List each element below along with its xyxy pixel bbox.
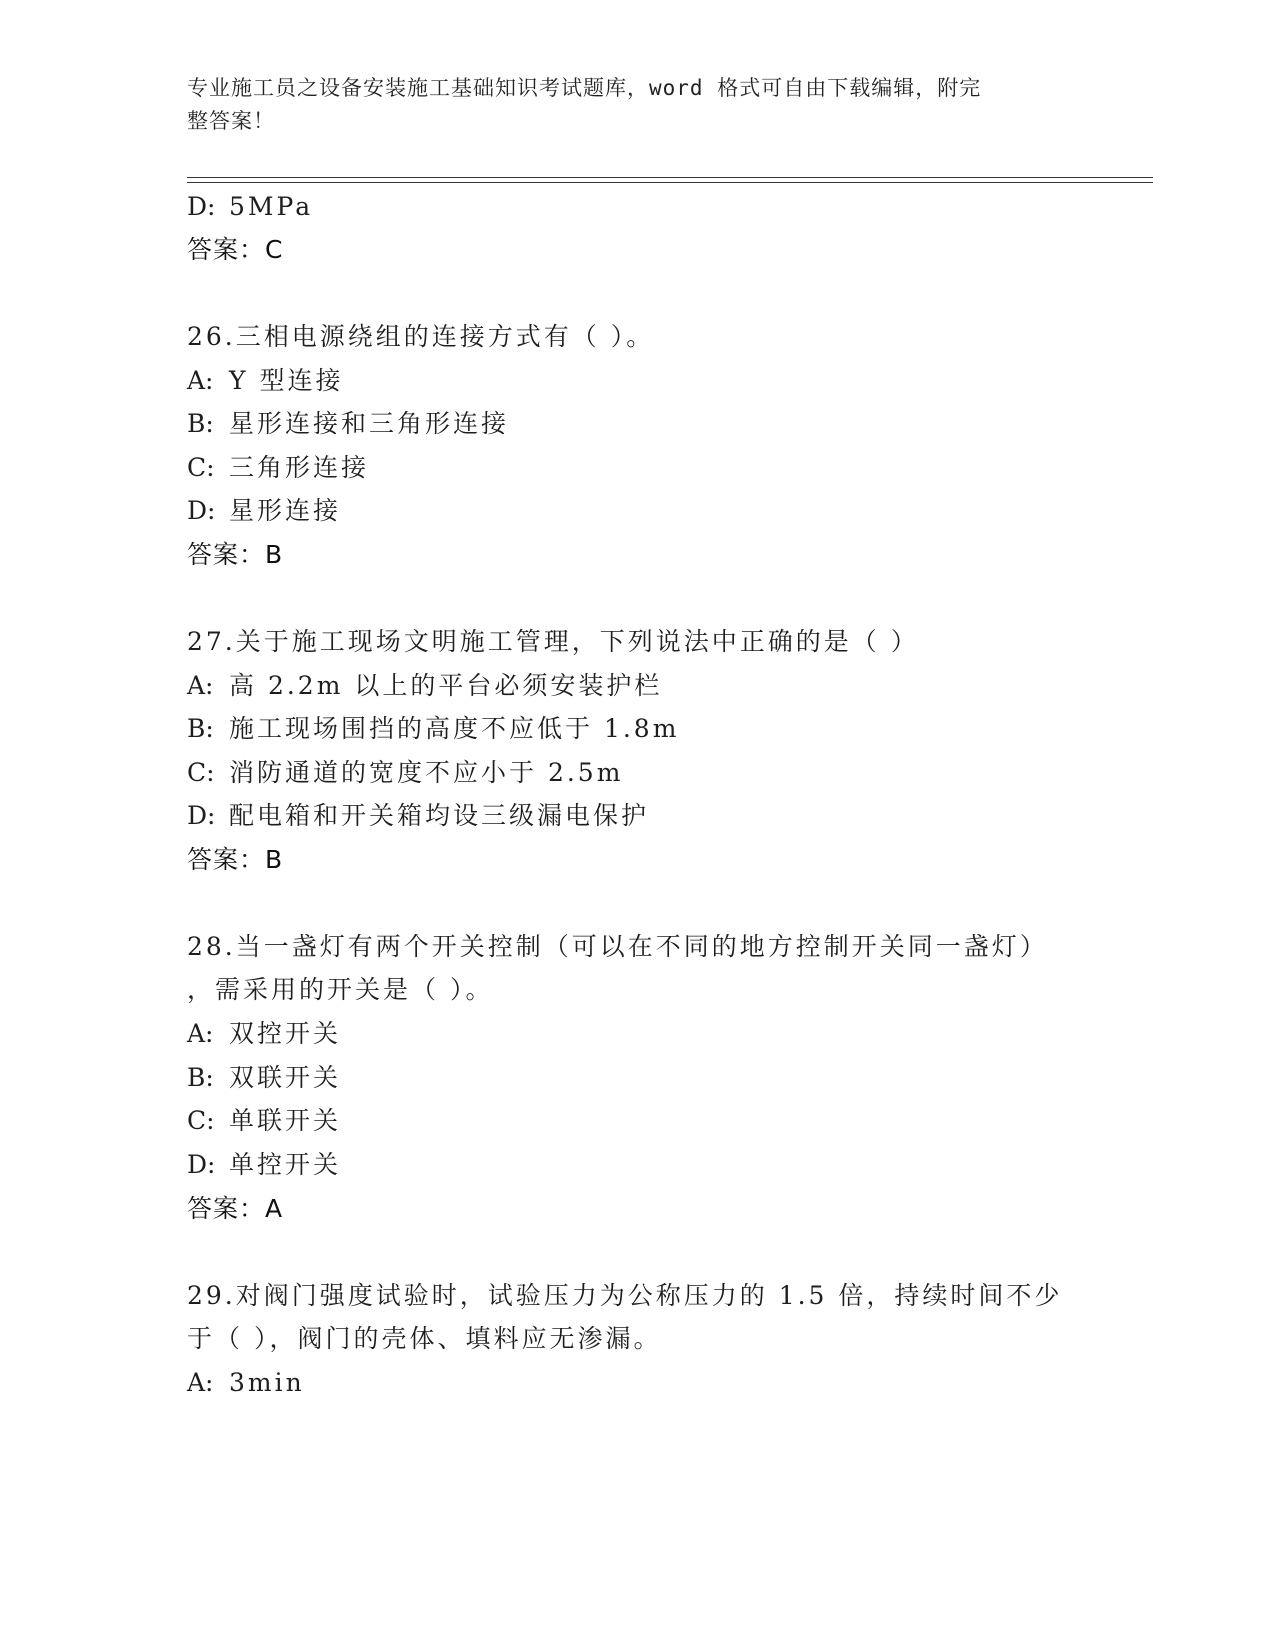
q26-answer: 答案：B bbox=[187, 540, 284, 569]
option-text: 高 2.2m 以上的平台必须安装护栏 bbox=[229, 671, 663, 700]
option-text: 施工现场围挡的高度不应低于 1.8m bbox=[229, 714, 680, 743]
option-prefix: D: bbox=[187, 1150, 216, 1179]
option-prefix: D: bbox=[187, 801, 216, 830]
q26-stem: 26.三相电源绕组的连接方式有（ ）。 bbox=[187, 322, 655, 351]
q28-option-a bbox=[187, 1018, 341, 1050]
option-text: 双联开关 bbox=[229, 1063, 342, 1092]
q29-stem-line-1: 29.对阀门强度试验时，试验压力为公称压力的 1.5 倍，持续时间不少 bbox=[187, 1281, 1063, 1310]
q28-stem-line-1: 28.当一盏灯有两个开关控制（可以在不同的地方控制开关同一盏灯） bbox=[187, 932, 1048, 961]
header-divider-bottom bbox=[187, 182, 1153, 183]
q26-option-a bbox=[187, 365, 343, 397]
option-prefix: B: bbox=[187, 714, 214, 743]
option-text: 单联开关 bbox=[229, 1106, 342, 1135]
q27-option-a bbox=[187, 670, 662, 702]
option-prefix: D: bbox=[187, 192, 216, 221]
q26-option-b bbox=[187, 408, 509, 440]
header-divider-top bbox=[187, 177, 1153, 178]
q28-answer: 答案：A bbox=[187, 1194, 284, 1223]
prev-answer: 答案：C bbox=[187, 235, 284, 264]
option-text: 配电箱和开关箱均设三级漏电保护 bbox=[229, 801, 650, 830]
option-prefix: A: bbox=[187, 1019, 214, 1048]
q29-option-a bbox=[187, 1367, 305, 1399]
option-text: 消防通道的宽度不应小于 2.5m bbox=[229, 758, 624, 787]
q26-option-d bbox=[187, 495, 341, 527]
option-text: 三角形连接 bbox=[229, 453, 370, 482]
option-text: 单控开关 bbox=[229, 1150, 342, 1179]
option-prefix: A: bbox=[187, 1368, 214, 1397]
q28-option-d bbox=[187, 1149, 341, 1181]
option-prefix: D: bbox=[187, 496, 216, 525]
q27-option-c bbox=[187, 757, 623, 789]
option-prefix: A: bbox=[187, 366, 214, 395]
q27-stem: 27.关于施工现场文明施工管理，下列说法中正确的是（ ） bbox=[187, 627, 919, 656]
prev-option-d bbox=[187, 191, 313, 223]
option-text: 5MPa bbox=[229, 192, 314, 221]
option-prefix: B: bbox=[187, 409, 214, 438]
q29-stem-line-2: 于（ ），阀门的壳体、填料应无渗漏。 bbox=[187, 1324, 662, 1353]
option-text: 3min bbox=[229, 1368, 305, 1397]
q27-answer: 答案：B bbox=[187, 845, 284, 874]
q28-option-c bbox=[187, 1105, 341, 1137]
option-prefix: B: bbox=[187, 1063, 214, 1092]
option-prefix: C: bbox=[187, 758, 215, 787]
page-header bbox=[187, 72, 1067, 138]
option-prefix: C: bbox=[187, 453, 215, 482]
q28-option-b bbox=[187, 1062, 341, 1094]
q28-stem-line-2: ，需采用的开关是（ ）。 bbox=[187, 975, 494, 1004]
header-line-1: 专业施工员之设备安装施工基础知识考试题库，word 格式可自由下载编辑，附完 bbox=[187, 76, 982, 100]
option-prefix: A: bbox=[187, 671, 214, 700]
option-text: 双控开关 bbox=[229, 1019, 342, 1048]
option-text: 星形连接 bbox=[229, 496, 342, 525]
option-text: Y 型连接 bbox=[229, 366, 344, 395]
option-prefix: C: bbox=[187, 1106, 215, 1135]
header-line-2: 整答案！ bbox=[187, 109, 275, 133]
q27-option-b bbox=[187, 713, 679, 745]
q27-option-d bbox=[187, 800, 649, 832]
q26-option-c bbox=[187, 452, 369, 484]
option-text: 星形连接和三角形连接 bbox=[229, 409, 510, 438]
